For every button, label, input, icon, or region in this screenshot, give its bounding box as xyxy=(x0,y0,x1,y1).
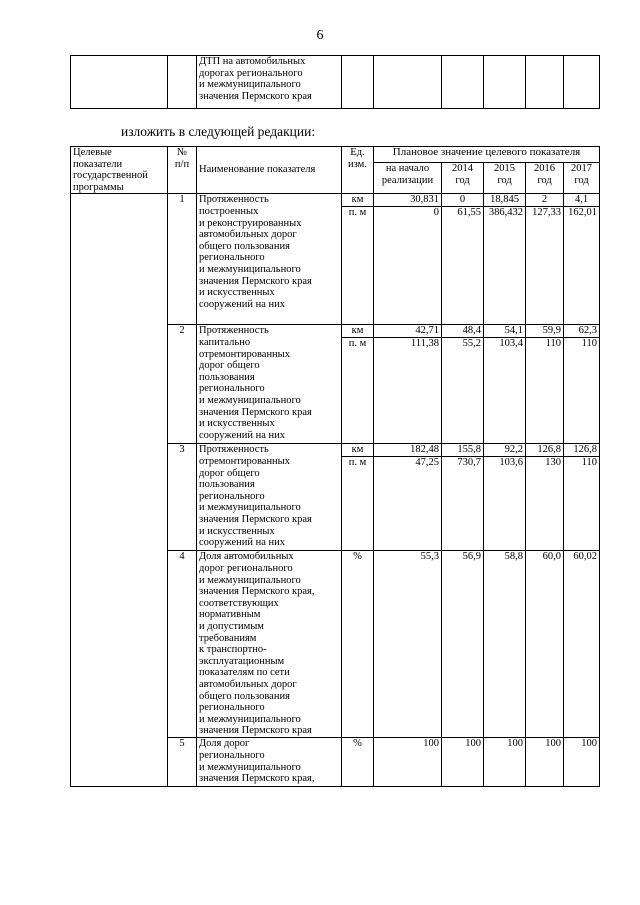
value-cell: 126,8 xyxy=(526,444,564,457)
value-cell: 92,2 xyxy=(484,444,526,457)
unit-cell: км xyxy=(342,444,374,457)
header-number: № п/п xyxy=(168,147,197,194)
header-plan-value: Плановое значение целевого показателя xyxy=(374,147,600,163)
table-row xyxy=(71,551,600,738)
header-2017: 2017 год xyxy=(564,163,600,194)
value-cell: 58,8 xyxy=(484,551,526,738)
value-cell: 48,4 xyxy=(442,325,484,338)
value-cell: 60,0 xyxy=(526,551,564,738)
value-cell: 100 xyxy=(564,738,600,787)
unit-cell: км xyxy=(342,325,374,338)
row-name: Протяженность капитально отремонтированных дорог общего пользования регионального и межмуниципального значения Пермского края и искусственных сооружений на них xyxy=(197,325,342,444)
previous-table-fragment xyxy=(70,55,600,109)
value-cell: 56,9 xyxy=(442,551,484,738)
value-cell: 110 xyxy=(526,338,564,444)
row-name: Протяженность построенных и реконструированных автомобильных дорог общего пользования регионального и межмуниципального значения Пермского края и искусственных сооружений на них xyxy=(197,194,342,325)
value-cell: 182,48 xyxy=(374,444,442,457)
value-cell: 127,33 xyxy=(526,207,564,325)
value-cell: 103,4 xyxy=(484,338,526,444)
value-cell: 386,432 xyxy=(484,207,526,325)
row-number: 1 xyxy=(168,194,197,325)
intro-text: изложить в следующей редакции: xyxy=(121,124,316,139)
header-indicator-name: Наименование показателя xyxy=(197,147,342,194)
value-cell: 2 xyxy=(526,194,564,207)
value-cell: 100 xyxy=(484,738,526,787)
page-number: 6 xyxy=(316,28,324,43)
value-cell: 18,845 xyxy=(484,194,526,207)
indicators-table xyxy=(70,146,600,787)
header-unit: Ед. изм. xyxy=(342,147,374,194)
value-cell: 162,01 xyxy=(564,207,600,325)
value-cell: 110 xyxy=(564,457,600,551)
value-cell: 62,3 xyxy=(564,325,600,338)
value-cell: 155,8 xyxy=(442,444,484,457)
unit-cell: % xyxy=(342,551,374,738)
value-cell: 42,71 xyxy=(374,325,442,338)
value-cell: 55,3 xyxy=(374,551,442,738)
value-cell: 0 xyxy=(442,194,484,207)
table-row xyxy=(71,738,600,787)
row-name: Доля дорог регионального и межмуниципального значения Пермского края, xyxy=(197,738,342,787)
row-number: 4 xyxy=(168,551,197,738)
header-start: на начало реализации xyxy=(374,163,442,194)
row-number: 5 xyxy=(168,738,197,787)
row-number: 3 xyxy=(168,444,197,551)
value-cell: 126,8 xyxy=(564,444,600,457)
row-name: Доля автомобильных дорог регионального и межмуниципального значения Пермского края, соответствующих нормативным и допустимым требованиям к транспортно- эксплуатационным показателям по сети автомобильных дорог общего пользования регионального и межмуниципального значения Пермского края xyxy=(197,551,342,738)
header-2014: 2014 год xyxy=(442,163,484,194)
value-cell: 100 xyxy=(442,738,484,787)
unit-cell: п. м xyxy=(342,338,374,444)
header-goal-indicators: Целевые показатели государственной программы xyxy=(71,147,168,194)
unit-cell: п. м xyxy=(342,457,374,551)
header-2016: 2016 год xyxy=(526,163,564,194)
unit-cell: км xyxy=(342,194,374,207)
header-2015: 2015 год xyxy=(484,163,526,194)
value-cell: 30,831 xyxy=(374,194,442,207)
value-cell: 54,1 xyxy=(484,325,526,338)
table-row xyxy=(71,444,600,457)
fragment-text: ДТП на автомобильных дорогах регионального и межмуниципального значения Пермского края xyxy=(197,56,342,109)
value-cell: 47,25 xyxy=(374,457,442,551)
value-cell: 59,9 xyxy=(526,325,564,338)
table-row xyxy=(71,194,600,207)
value-cell: 130 xyxy=(526,457,564,551)
value-cell: 111,38 xyxy=(374,338,442,444)
table-row xyxy=(71,325,600,338)
value-cell: 55,2 xyxy=(442,338,484,444)
row-number: 2 xyxy=(168,325,197,444)
value-cell: 60,02 xyxy=(564,551,600,738)
row-name: Протяженность отремонтированных дорог общего пользования регионального и межмуниципального значения Пермского края и искусственных сооружений на них xyxy=(197,444,342,551)
value-cell: 4,1 xyxy=(564,194,600,207)
value-cell: 100 xyxy=(374,738,442,787)
header-row-1 xyxy=(71,147,600,163)
value-cell: 100 xyxy=(526,738,564,787)
unit-cell: п. м xyxy=(342,207,374,325)
value-cell: 0 xyxy=(374,207,442,325)
value-cell: 103,6 xyxy=(484,457,526,551)
value-cell: 730,7 xyxy=(442,457,484,551)
value-cell: 110 xyxy=(564,338,600,444)
unit-cell: % xyxy=(342,738,374,787)
value-cell: 61,55 xyxy=(442,207,484,325)
